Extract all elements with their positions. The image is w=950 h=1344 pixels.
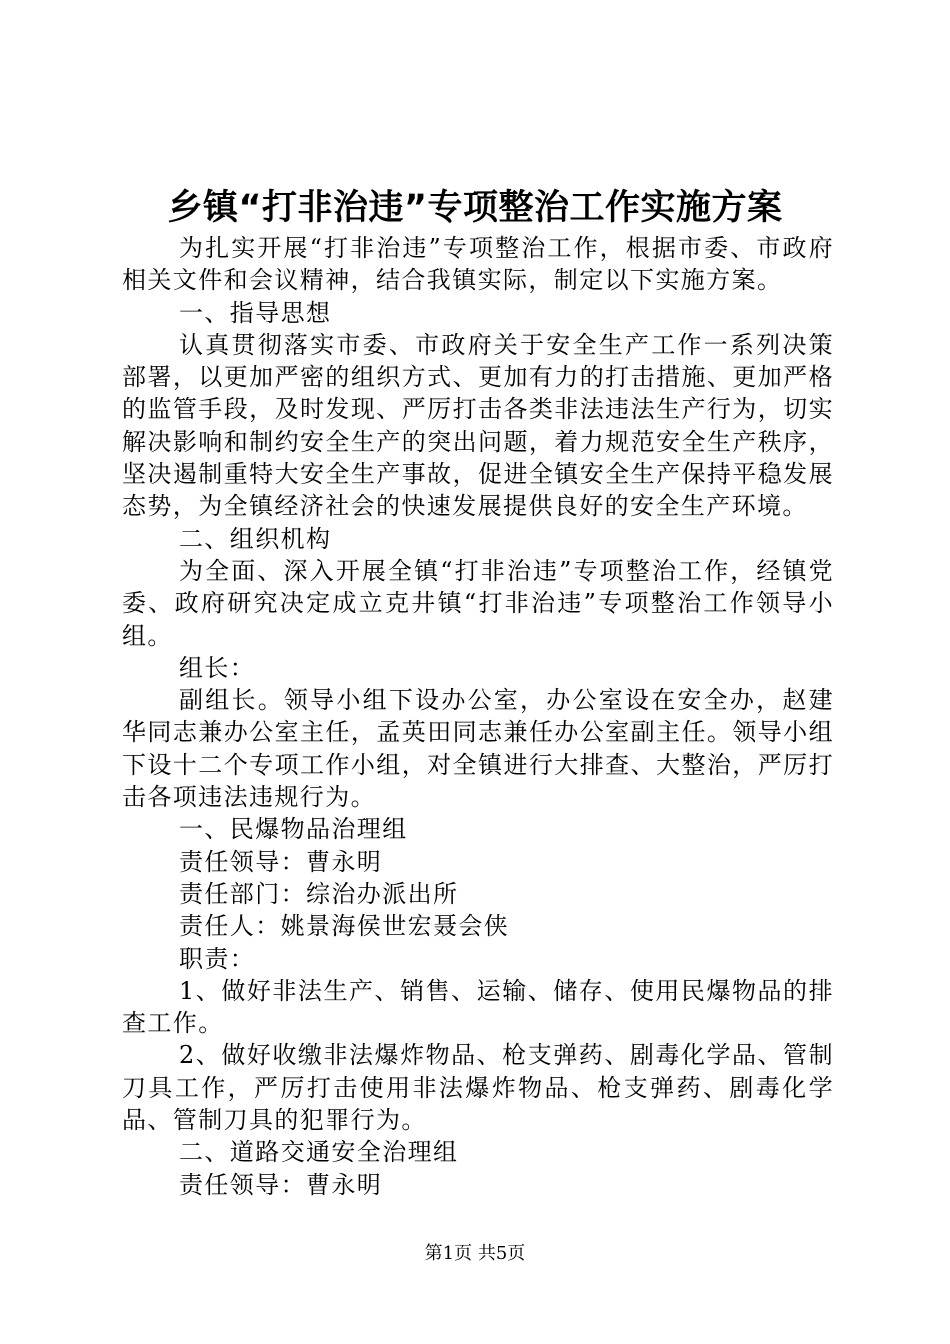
subgroup-heading-road-traffic: 二、道路交通安全治理组 bbox=[179, 1138, 459, 1167]
guiding-ideology-paragraph: 认真贯彻落实市委、市政府关于安全生产工作一系列决策部署，以更加严密的组织方式、更加有力的打击措施、更加严格的监管手段，及时发现、严厉打击各类非法违法生产行为，切实解决影响和制约安全生产的突出问题，着力规范安全生产秩序，坚决遏制重特大安全生产事故，促进全镇安全生产保持平稳发展态势，为全镇经济社会的快速发展提供良好的安全生产环境。 bbox=[122, 330, 834, 521]
document-body bbox=[122, 232, 834, 1201]
responsible-leader-line-2: 责任领导：曹永明 bbox=[179, 1170, 383, 1199]
organization-paragraph: 为全面、深入开展全镇“打非治违”专项整治工作，经镇党委、政府研究决定成立克井镇“打非治违”专项整治工作领导小组。 bbox=[122, 556, 834, 650]
section-heading-organization: 二、组织机构 bbox=[179, 524, 332, 553]
duty-item-2: 2、做好收缴非法爆炸物品、枪支弹药、剧毒化学品、管制刀具工作，严厉打击使用非法爆炸物品、枪支弹药、剧毒化学品、管制刀具的犯罪行为。 bbox=[122, 1041, 834, 1135]
intro-paragraph: 为扎实开展“打非治违”专项整治工作，根据市委、市政府相关文件和会议精神，结合我镇实际，制定以下实施方案。 bbox=[122, 234, 834, 295]
responsible-department-line: 责任部门：综治办派出所 bbox=[179, 879, 459, 908]
duty-item-1: 1、做好非法生产、销售、运输、储存、使用民爆物品的排查工作。 bbox=[122, 976, 834, 1038]
deputy-leader-paragraph: 副组长。领导小组下设办公室，办公室设在安全办，赵建华同志兼办公室主任，孟英田同志兼任办公室副主任。领导小组下设十二个专项工作小组，对全镇进行大排查、大整治，严厉打击各项违法违规行为。 bbox=[122, 686, 834, 812]
duties-label: 职责： bbox=[179, 944, 256, 973]
page-number-footer: 第1页 共5页 bbox=[424, 1243, 526, 1264]
subgroup-heading-explosives: 一、民爆物品治理组 bbox=[179, 815, 408, 844]
responsible-leader-line: 责任领导：曹永明 bbox=[179, 847, 383, 876]
group-leader-line: 组长： bbox=[179, 653, 256, 682]
document-title: 乡镇“打非治违”专项整治工作实施方案 bbox=[167, 188, 783, 228]
responsible-persons-line: 责任人：姚景海侯世宏聂会侠 bbox=[179, 912, 510, 941]
section-heading-guiding-ideology: 一、指导思想 bbox=[179, 298, 332, 327]
